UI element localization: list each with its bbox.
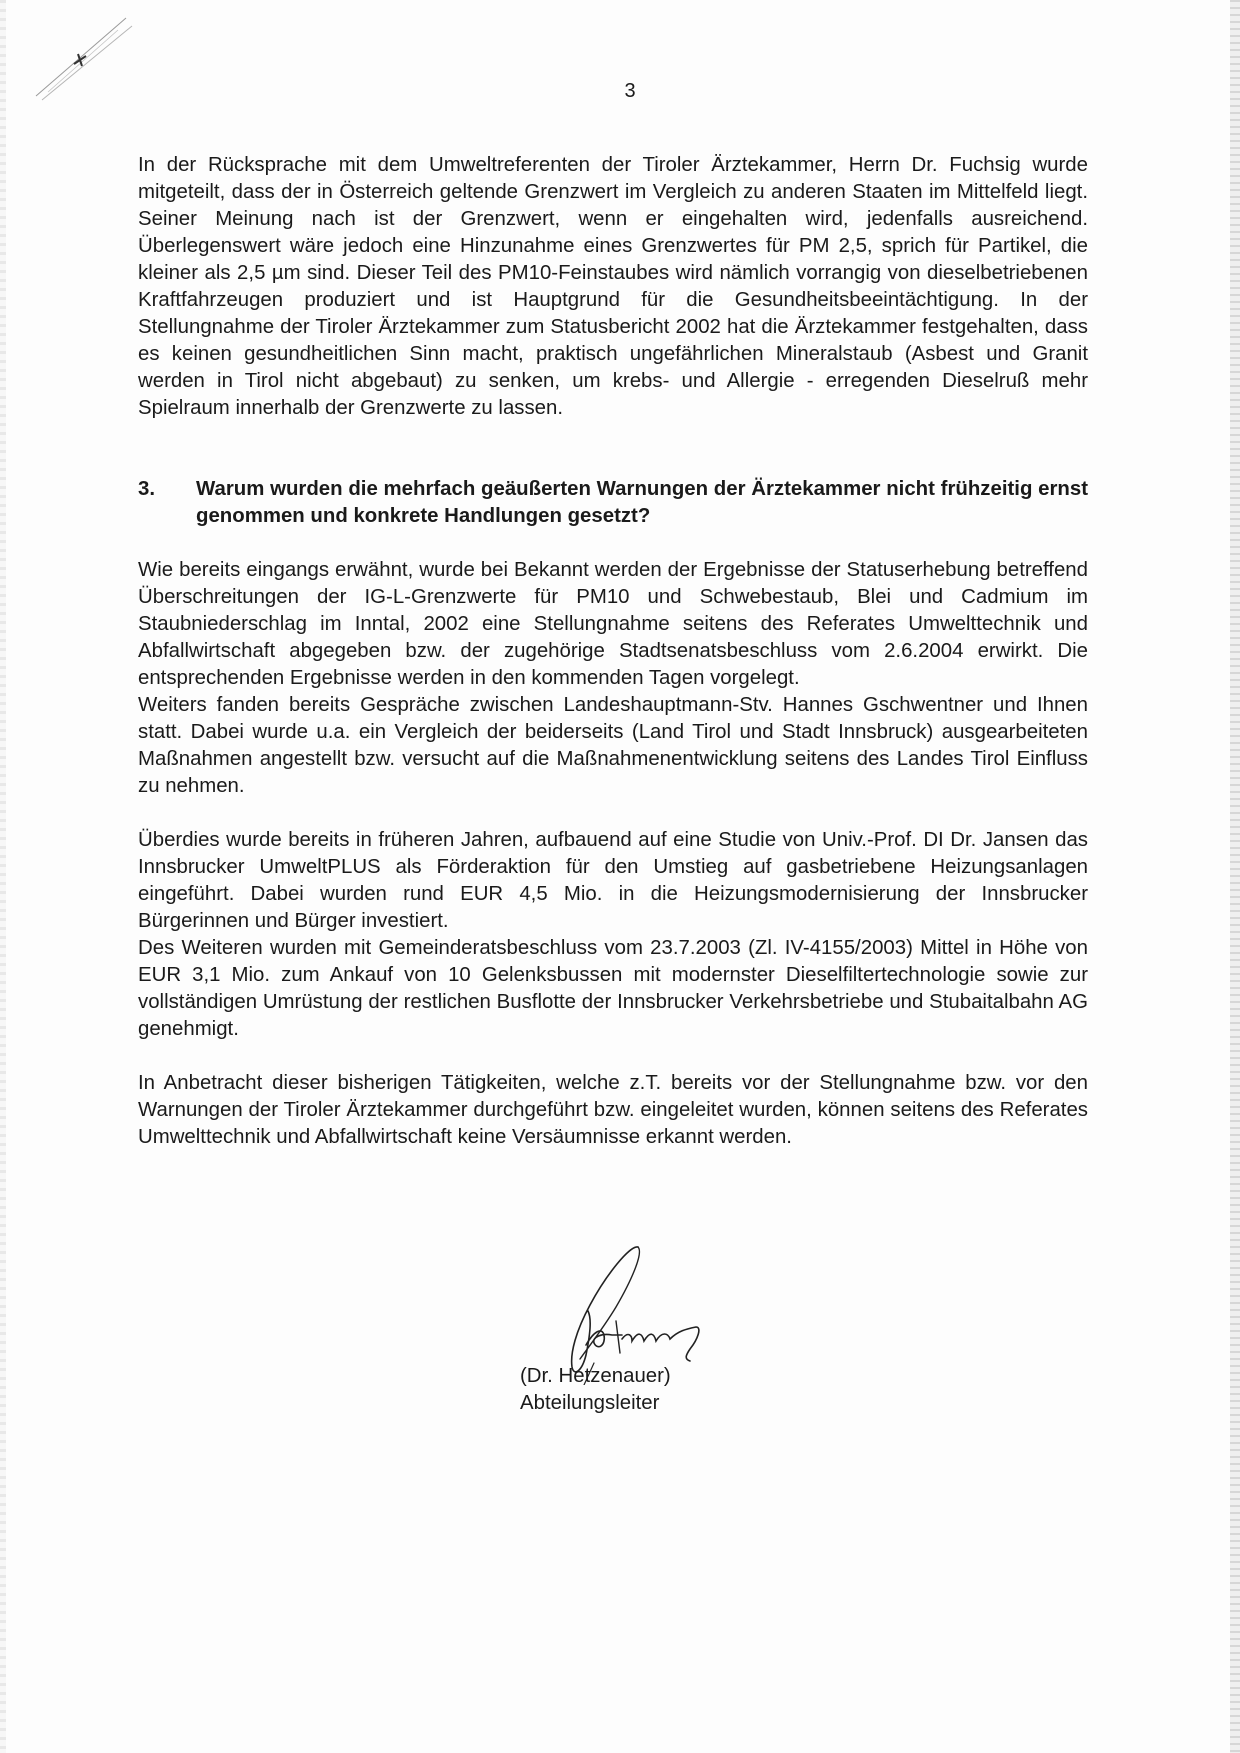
paragraph-gespraeche: Weiters fanden bereits Gespräche zwischen Landeshauptmann-Stv. Hannes Gschwentner und Ihnen statt. Dabei wurde u.a. ein Vergleich der beiderseits (Land Tirol und Stadt Innsbruck) ausgearbeiteten Maßnahmen angestellt bzw. versucht auf die Maßnahmenentwicklung seitens des Landes Tirol Einfluss zu nehmen. xyxy=(138,694,1088,797)
spacer xyxy=(138,422,1088,476)
page-number: 3 xyxy=(624,80,636,102)
section-number: 3. xyxy=(138,478,156,500)
section-heading xyxy=(138,476,1088,530)
signatory-name: (Dr. Hetzenauer) xyxy=(520,1365,671,1387)
document-body xyxy=(138,152,1088,1151)
paragraph-anbetracht: In Anbetracht dieser bisherigen Tätigkeiten, welche z.T. bereits vor der Stellungnahme bzw. vor den Warnungen der Tiroler Ärztekammer durchgeführt bzw. eingeleitet wurden, können seitens des Referates Umwelttechnik und Abfallwirtschaft keine Versäumnisse erkannt werden. xyxy=(138,1072,1088,1148)
paragraph-umweltplus: Überdies wurde bereits in früheren Jahren, aufbauend auf eine Studie von Univ.-Prof. DI Dr. Jansen das Innsbrucker UmweltPLUS als Förderaktion für den Umstieg auf gasbetriebene Heizungsanlagen eingeführt. Dabei wurden rund EUR 4,5 Mio. in die Heizungsmodernisierung der Innsbrucker Bürgerinnen und Bürger investiert. xyxy=(138,829,1088,932)
spacer xyxy=(138,1043,1088,1070)
signatory-role: Abteilungsleiter xyxy=(520,1392,660,1414)
paragraph-gemeinderatsbeschluss: Des Weiteren wurden mit Gemeinderatsbeschluss vom 23.7.2003 (Zl. IV-4155/2003) Mittel in Höhe von EUR 3,1 Mio. zum Ankauf von 10 Gelenksbussen mit modernster Dieselfiltertechnologie sowie zur vollständigen Umrüstung der restlichen Busflotte der Innsbrucker Verkehrsbetriebe und Stubaitalbahn AG genehmigt. xyxy=(138,937,1088,1040)
scan-edge-right xyxy=(1230,0,1240,1753)
section-title: Warum wurden die mehrfach geäußerten Warnungen der Ärztekammer nicht frühzeitig ernst genommen und konkrete Handlungen gesetzt? xyxy=(196,478,1088,527)
spacer xyxy=(138,530,1088,557)
spacer xyxy=(138,800,1088,827)
paragraph-statuserhebung: Wie bereits eingangs erwähnt, wurde bei Bekannt werden der Ergebnisse der Statuserhebung betreffend Überschreitungen der IG-L-Grenzwerte für PM10 und Schwebestaub, Blei und Cadmium im Staubniederschlag im Inntal, 2002 eine Stellungnahme seitens des Referates Umwelttechnik und Abfallwirtschaft abgegeben bzw. der zugehörige Stadtsenatsbeschluss vom 2.6.2004 erwirkt. Die entsprechenden Ergebnisse werden in den kommenden Tagen vorgelegt. xyxy=(138,559,1088,689)
paragraph-umweltreferent: In der Rücksprache mit dem Umweltreferenten der Tiroler Ärztekammer, Herrn Dr. Fuchsig wurde mitgeteilt, dass der in Österreich geltende Grenzwert im Vergleich zu anderen Staaten im Mittelfeld liegt. Seiner Meinung nach ist der Grenzwert, wenn er eingehalten wird, jedenfalls ausreichend. Überlegenswert wäre jedoch eine Hinzunahme eines Grenzwertes für PM 2,5, sprich für Partikel, die kleiner als 2,5 µm sind. Dieser Teil des PM10-Feinstaubes wird nämlich vorrangig von dieselbetriebenen Kraftfahrzeugen produziert und ist Hauptgrund für die Gesundheitsbeeintächtigung. In der Stellungnahme der Tiroler Ärztekammer zum Statusbericht 2002 hat die Ärztekammer festgehalten, dass es keinen gesundheitlichen Sinn macht, praktisch ungefährlichen Mineralstaub (Asbest und Granit werden in Tirol nicht abgebaut) zu senken, um krebs- und Allergie - erregenden Dieselruß mehr Spielraum innerhalb der Grenzwerte zu lassen. xyxy=(138,154,1088,419)
signature-block xyxy=(520,1235,780,1435)
scan-edge-left xyxy=(0,0,6,1753)
